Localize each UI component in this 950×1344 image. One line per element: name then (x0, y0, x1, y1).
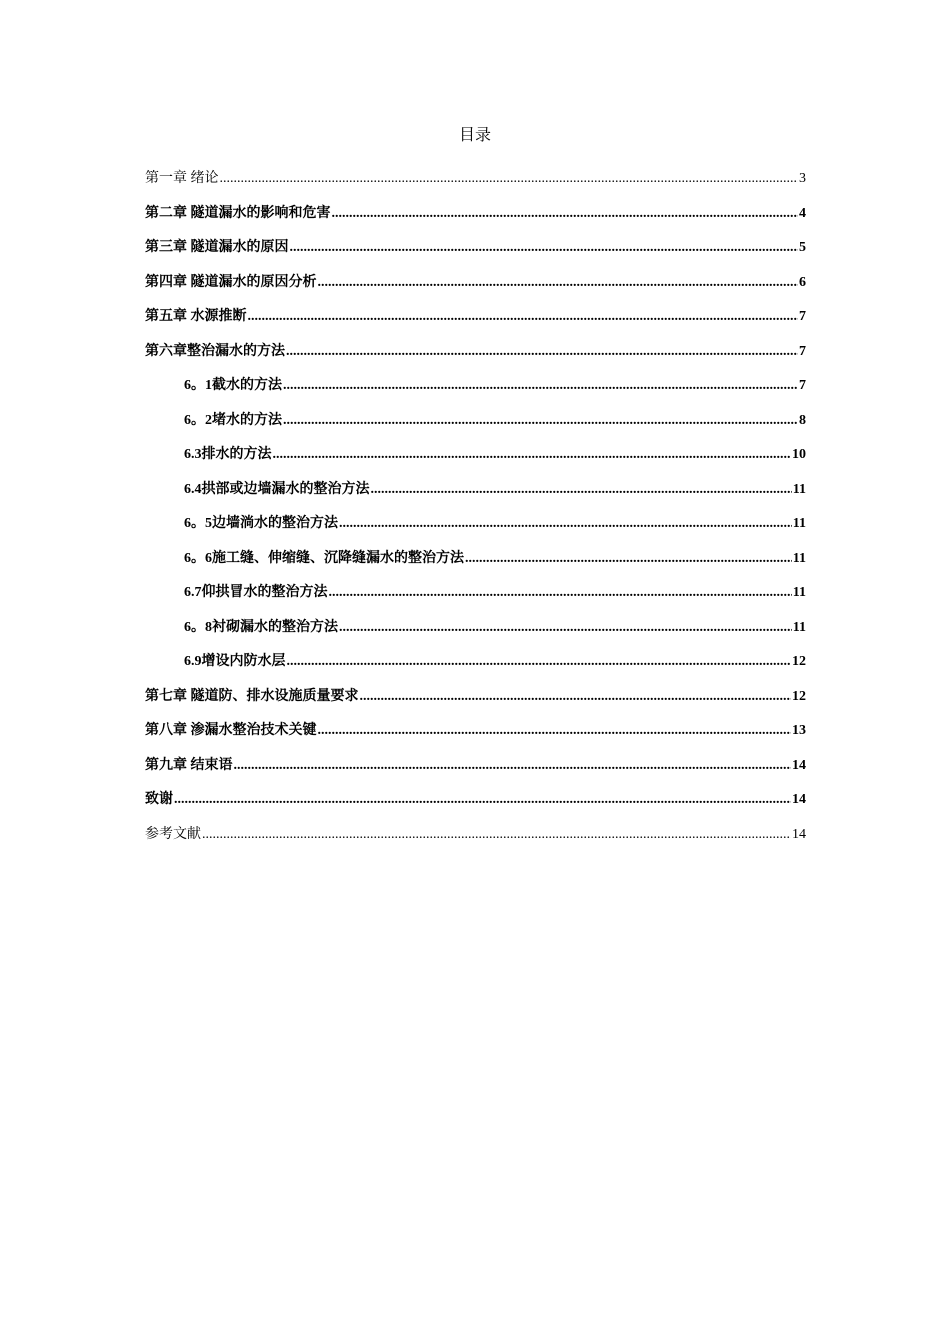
toc-entry-page: 13 (792, 723, 806, 738)
toc-entry-text: 6。8衬砌漏水的整治方法 (184, 619, 338, 635)
toc-entry-text: 6.4拱部或边墙漏水的整治方法 (184, 481, 370, 497)
toc-entry-page: 3 (799, 171, 806, 186)
toc-entry[interactable] (145, 479, 806, 514)
toc-dot-leader (465, 548, 792, 570)
toc-entry-text: 6。2堵水的方法 (184, 412, 282, 428)
toc-entry-page: 11 (792, 516, 806, 531)
toc-entry-text: 致谢 (145, 792, 173, 807)
toc-dot-leader (339, 513, 792, 535)
toc-dot-leader (273, 444, 792, 466)
toc-entry-page: 11 (792, 550, 806, 566)
toc-entry[interactable] (145, 237, 806, 272)
toc-entry[interactable] (145, 755, 806, 790)
toc-dot-leader (332, 203, 799, 225)
toc-entry[interactable] (145, 720, 806, 755)
toc-entry-page: 14 (792, 757, 806, 773)
toc-dot-leader (318, 720, 792, 742)
toc-entry-page: 11 (792, 585, 806, 600)
toc-entry[interactable] (145, 686, 806, 721)
toc-entry-page: 8 (799, 412, 806, 428)
toc-entry[interactable] (145, 272, 806, 307)
toc-dot-leader (329, 582, 792, 604)
toc-entry[interactable] (145, 548, 806, 583)
toc-entry-text: 6。6施工缝、伸缩缝、沉降缝漏水的整治方法 (184, 550, 464, 566)
toc-entry-text: 6.3排水的方法 (184, 447, 272, 462)
toc-entry[interactable] (145, 513, 806, 548)
toc-entry[interactable] (145, 582, 806, 617)
toc-entry[interactable] (145, 651, 806, 686)
toc-entry-text: 第一章 绪论 (145, 171, 219, 186)
toc-entry-text: 6.7仰拱冒水的整治方法 (184, 585, 328, 600)
toc-entry-text: 第四章 隧道漏水的原因分析 (145, 274, 317, 290)
toc-entry-text: 6。1截水的方法 (184, 378, 282, 393)
toc-entry-text: 参考文献 (145, 826, 201, 842)
toc-entry-page: 6 (799, 274, 806, 290)
toc-entry-page: 5 (799, 240, 806, 255)
toc-entry-text: 第九章 结束语 (145, 757, 233, 773)
toc-dot-leader (290, 237, 799, 259)
toc-entry-page: 14 (792, 826, 806, 842)
toc-dot-leader (286, 341, 798, 363)
toc-entry[interactable] (145, 789, 806, 824)
toc-dot-leader (202, 824, 791, 846)
toc-entry-text: 第二章 隧道漏水的影响和危害 (145, 205, 331, 221)
toc-dot-leader (318, 272, 799, 294)
toc-entry-page: 11 (792, 619, 806, 635)
toc-dot-leader (360, 686, 792, 708)
toc-entry-text: 第七章 隧道防、排水设施质量要求 (145, 688, 359, 704)
toc-entry-text: 6。5边墙淌水的整治方法 (184, 516, 338, 531)
toc-list (145, 168, 806, 858)
toc-entry-page: 7 (799, 309, 806, 324)
toc-dot-leader (283, 375, 798, 397)
toc-entry-page: 4 (799, 205, 806, 221)
toc-entry[interactable] (145, 444, 806, 479)
toc-entry-page: 7 (799, 378, 806, 393)
toc-dot-leader (339, 617, 792, 639)
toc-entry[interactable] (145, 375, 806, 410)
toc-entry-page: 11 (792, 481, 806, 497)
toc-entry-text: 第三章 隧道漏水的原因 (145, 240, 289, 255)
toc-entry[interactable] (145, 341, 806, 376)
toc-dot-leader (174, 789, 791, 811)
toc-entry-text: 第五章 水源推断 (145, 309, 247, 324)
toc-dot-leader (248, 306, 799, 328)
toc-entry[interactable] (145, 306, 806, 341)
toc-entry-text: 第六章整治漏水的方法 (145, 343, 285, 359)
toc-dot-leader (234, 755, 792, 777)
toc-dot-leader (283, 410, 798, 432)
toc-entry[interactable] (145, 203, 806, 238)
toc-entry-text: 6.9增设内防水层 (184, 654, 286, 669)
toc-entry[interactable] (145, 168, 806, 203)
toc-entry[interactable] (145, 824, 806, 859)
toc-dot-leader (287, 651, 792, 673)
toc-entry-page: 7 (799, 343, 806, 359)
toc-entry-page: 10 (792, 447, 806, 462)
toc-entry[interactable] (145, 617, 806, 652)
toc-dot-leader (371, 479, 792, 501)
toc-title: 目录 (458, 127, 491, 144)
toc-entry-text: 第八章 渗漏水整治技术关键 (145, 723, 317, 738)
toc-entry[interactable] (145, 410, 806, 445)
toc-dot-leader (220, 168, 799, 190)
toc-entry-page: 14 (792, 792, 806, 807)
toc-entry-page: 12 (792, 688, 806, 704)
toc-entry-page: 12 (792, 654, 806, 669)
